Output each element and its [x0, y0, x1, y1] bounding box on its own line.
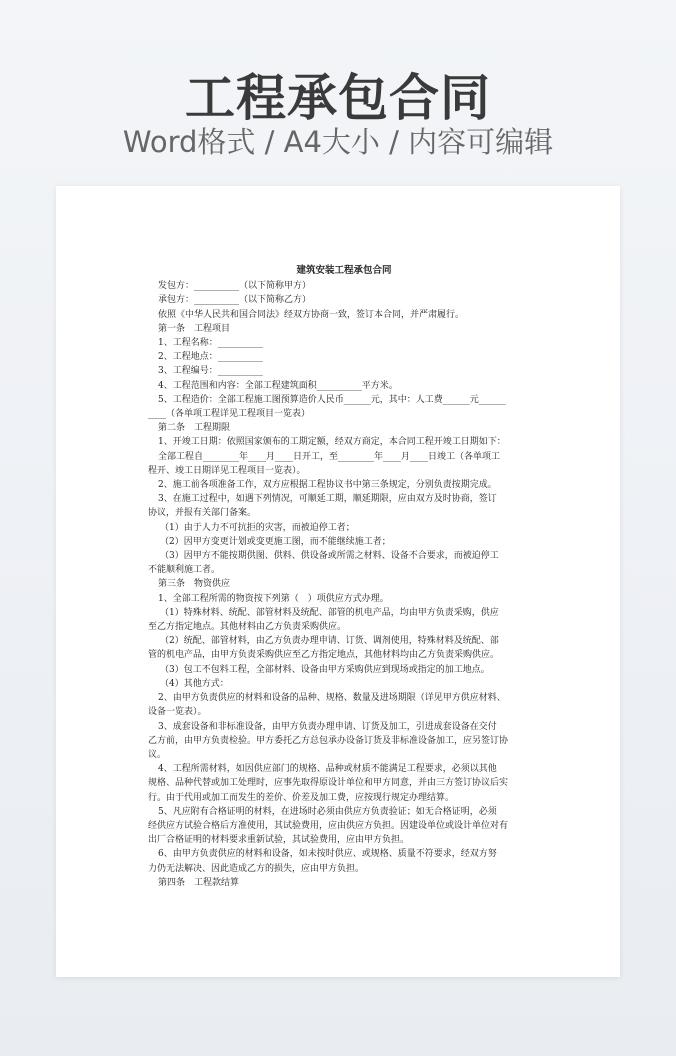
document-line: （2）因甲方变更计划或变更施工图，而不能继续施工者；	[160, 536, 391, 547]
document-line: 1、工程名称：__________	[158, 338, 263, 349]
document-line: 1、全部工程所需的物资按下列第（ ）项供应方式办理。	[158, 593, 389, 604]
document-line: 第三条 物资供应	[158, 579, 231, 590]
document-line: 行。由于代用或加工而发生的差价、价差及加工费，应按现行规定办理结算。	[148, 792, 455, 803]
document-line: 力仍无法解决、因此造成乙方的损失，应由甲方负担。	[148, 863, 365, 874]
document-line: 2、由甲方负责供应的材料和设备的品种、规格、数量及进场期限（详见甲方供应材料、	[158, 693, 506, 704]
document-line: 第二条 工程期限	[158, 423, 231, 434]
hero-subtitle: Word格式 / A4大小 / 内容可编辑	[122, 125, 554, 159]
document-line: 经供应方试验合格后方准使用，其试验费用，应由供应方负担。因建设单位或设计单位对有	[148, 820, 509, 831]
document-line: 至乙方指定地点。其他材料由乙方负责采购供应。	[148, 622, 347, 633]
document-line: （1）特殊材料、统配、部管材料及统配、部管的机电产品，均由甲方负责采购，供应	[160, 607, 499, 618]
document-line: 2、施工前各项准备工作，双方应根据工程协议书中第三条规定，分别负责按期完成。	[158, 480, 497, 491]
document-line: 3、成套设备和非标准设备，由甲方负责办理申请、订货及加工，引进成套设备在交付	[158, 721, 497, 732]
document-line: （3）因甲方不能按期供图、供料、供设备或所需之材料、设备不合要求，而被迫停工	[160, 551, 499, 562]
document-line: 承包方：__________（以下简称乙方）	[158, 295, 312, 306]
document-line: 5、凡应附有合格证明的材料，在进场时必须由供应方负责验证；如无合格证明，必须	[158, 806, 497, 817]
document-line: 协议，并报有关部门备案。	[148, 508, 257, 519]
document-line: ____（各单项工程详见工程项目一览表）	[148, 409, 311, 420]
document-line: 全部工程自________年____月____日开工，至________年____月____日竣工（各单项工	[158, 451, 501, 462]
document-line: 管的机电产品，由甲方负责采购供应至乙方指定地点，其他材料均由乙方负责采购供应。	[148, 650, 500, 661]
document-lines	[148, 279, 560, 890]
document-line: 3、工程编号：__________	[158, 366, 263, 377]
document-title: 建筑安装工程承包合同	[296, 265, 392, 276]
document-line: 依照《中华人民共和国合同法》经双方协商一致，签订本合同，并严肃履行。	[158, 309, 465, 320]
document-line: 2、工程地点：__________	[158, 352, 263, 363]
document-line: 议。	[148, 749, 167, 760]
document-line: 5、工程造价：全部工程施工图预算造价人民币______元，其中：人工费______元______	[158, 394, 506, 405]
document-line: 4、工程所需材料，如因供应部门的规格、品种或材质不能满足工程要求，必须以其他	[158, 764, 497, 775]
document-line: 不能顺利施工者。	[148, 565, 221, 576]
document-page	[56, 186, 620, 977]
document-line: 第一条 工程项目	[158, 323, 231, 334]
document-line: （1）由于人力不可抗拒的灾害，而被迫停工者；	[160, 522, 355, 533]
document-line: 发包方：__________（以下简称甲方）	[158, 281, 312, 292]
document-line: 1、开竣工日期：依照国家颁布的工期定额，经双方商定，本合同工程开竣工日期如下：	[158, 437, 506, 448]
document-line: 第四条 工程款结算	[158, 877, 240, 888]
hero-title: 工程承包合同	[185, 69, 491, 127]
document-body	[148, 264, 560, 890]
document-line: （3）包工不包料工程，全部材料、设备由甲方采购供应到现场或指定的加工地点。	[160, 664, 490, 675]
document-line: 程开、竣工日期详见工程项目一览表）。	[148, 465, 306, 476]
document-line: （4）其他方式：	[160, 678, 229, 689]
document-line: （2）统配、部管材料，由乙方负责办理申请、订货、调剂使用，特殊材料及统配、部	[160, 636, 499, 647]
document-line: 乙方前，由甲方负责检验。甲方委托乙方总包承办设备订货及非标准设备加工，应另签订协	[148, 735, 509, 746]
document-line: 4、工程范围和内容：全部工程建筑面积__________平方米。	[158, 380, 398, 391]
document-line: 3、在施工过程中，如遇下列情况，可顺延工期，顺延期限，应由双方及时协商，签订	[158, 494, 497, 505]
document-line: 出厂合格证明的材料要求重新试验，其试验费用，应由甲方负担。	[148, 835, 410, 846]
document-line: 6、由甲方负责供应的材料和设备，如未按时供应、或规格、质量不符要求，经双方努	[158, 849, 497, 860]
document-line: 规格、品种代替或加工处理时，应事先取得原设计单位和甲方同意，并由三方签订协议后实	[148, 778, 509, 789]
document-line: 设备一览表）。	[148, 707, 207, 718]
